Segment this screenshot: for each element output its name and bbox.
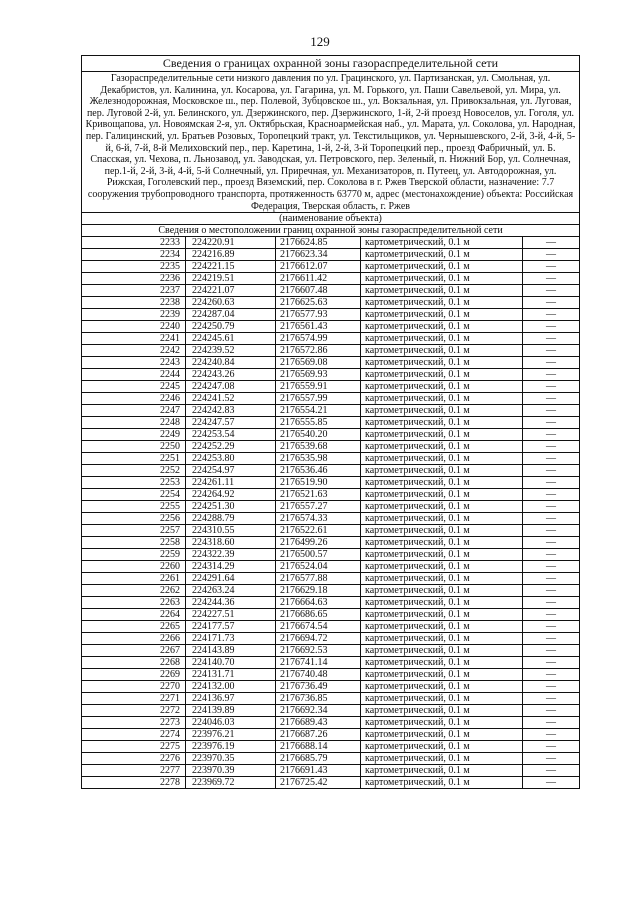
y-coordinate-cell: 2176522.61 [276,525,361,537]
description-cell: — [523,657,580,669]
y-coordinate-cell: 2176692.34 [276,705,361,717]
description-cell: — [523,273,580,285]
description-cell: — [523,333,580,345]
description-cell: — [523,681,580,693]
description-cell: — [523,477,580,489]
description-cell: — [523,525,580,537]
point-number-cell: 2251 [82,453,186,465]
y-coordinate-cell: 2176725.42 [276,777,361,789]
y-coordinate-cell: 2176561.43 [276,321,361,333]
y-coordinate-cell: 2176625.63 [276,297,361,309]
point-number-cell: 2235 [82,261,186,273]
point-number-cell: 2253 [82,477,186,489]
method-cell: картометрический, 0.1 м [361,513,523,525]
point-number-cell: 2256 [82,513,186,525]
table-row [82,729,580,741]
x-coordinate-cell: 224253.80 [186,453,276,465]
y-coordinate-cell: 2176629.18 [276,585,361,597]
x-coordinate-cell: 224221.15 [186,261,276,273]
x-coordinate-cell: 224131.71 [186,669,276,681]
description-cell: — [523,765,580,777]
x-coordinate-cell: 224288.79 [186,513,276,525]
y-coordinate-cell: 2176685.79 [276,753,361,765]
x-coordinate-cell: 224243.26 [186,369,276,381]
y-coordinate-cell: 2176736.49 [276,681,361,693]
point-number-cell: 2276 [82,753,186,765]
method-cell: картометрический, 0.1 м [361,717,523,729]
table-row [82,489,580,501]
method-cell: картометрический, 0.1 м [361,525,523,537]
y-coordinate-cell: 2176691.43 [276,765,361,777]
x-coordinate-cell: 224143.89 [186,645,276,657]
point-number-cell: 2272 [82,705,186,717]
method-cell: картометрический, 0.1 м [361,597,523,609]
description-cell: — [523,561,580,573]
y-coordinate-cell: 2176736.85 [276,693,361,705]
y-coordinate-cell: 2176741.14 [276,657,361,669]
point-number-cell: 2249 [82,429,186,441]
method-cell: картометрический, 0.1 м [361,465,523,477]
x-coordinate-cell: 224245.61 [186,333,276,345]
y-coordinate-cell: 2176521.63 [276,489,361,501]
method-cell: картометрический, 0.1 м [361,573,523,585]
table-row [82,525,580,537]
x-coordinate-cell: 224046.03 [186,717,276,729]
y-coordinate-cell: 2176536.46 [276,465,361,477]
point-number-cell: 2268 [82,657,186,669]
method-cell: картометрический, 0.1 м [361,777,523,789]
title-row [82,56,580,72]
description-cell: — [523,501,580,513]
table-row [82,393,580,405]
x-coordinate-cell: 224310.55 [186,525,276,537]
method-cell: картометрический, 0.1 м [361,297,523,309]
table-row [82,609,580,621]
method-cell: картометрический, 0.1 м [361,729,523,741]
x-coordinate-cell: 223969.72 [186,777,276,789]
point-number-cell: 2250 [82,441,186,453]
point-number-cell: 2241 [82,333,186,345]
description-cell: — [523,405,580,417]
description-cell: — [523,321,580,333]
table-row [82,585,580,597]
point-number-cell: 2263 [82,597,186,609]
method-cell: картометрический, 0.1 м [361,441,523,453]
table-row [82,633,580,645]
method-cell: картометрический, 0.1 м [361,357,523,369]
y-coordinate-cell: 2176664.63 [276,597,361,609]
x-coordinate-cell: 224291.64 [186,573,276,585]
point-number-cell: 2243 [82,357,186,369]
point-number-cell: 2247 [82,405,186,417]
method-cell: картометрический, 0.1 м [361,609,523,621]
section-header: Сведения о местоположении границ охранной зоны газораспределительной сети [82,225,580,237]
point-number-cell: 2239 [82,309,186,321]
description-cell: — [523,261,580,273]
table-row [82,249,580,261]
description-cell: — [523,741,580,753]
table-row [82,273,580,285]
point-number-cell: 2237 [82,285,186,297]
x-coordinate-cell: 224140.70 [186,657,276,669]
point-number-cell: 2275 [82,741,186,753]
point-number-cell: 2266 [82,633,186,645]
table-row [82,669,580,681]
description-cell: — [523,585,580,597]
point-number-cell: 2258 [82,537,186,549]
table-row [82,261,580,273]
x-coordinate-cell: 224252.29 [186,441,276,453]
x-coordinate-cell: 224177.57 [186,621,276,633]
x-coordinate-cell: 224139.89 [186,705,276,717]
object-description: Газораспределительные сети низкого давления по ул. Грацинского, ул. Партизанская, ул. Смольная, ул. Декабристов, ул. Калинина, ул. Косарова, ул. Гагарина, ул. М. Горького, ул. Паши Савельевой, ул. Мира, ул. Железнодорожная, Московское ш., пер. Полевой, Зубцовское ш., ул. Вокзальная, ул. Привокзальная, ул. Луговая, пер. Луговой 2-й, ул. Белинского, ул. Дзержинского, пер. Дзержинского, 1-й, 2-й проезд Новоселов, ул. Гоголя, ул. Кривощапова, ул. Новоямская 2-я, ул. Октябрьская, Красноармейская наб., ул. Марата, ул. Соколова, ул. Народная, пер. Галицинский, ул. Братьев Розовых, Торопецкий тракт, ул. Текстильщиков, ул. Чернышевского, 2-й, 3-й, 4-й, 5-й, 6-й, 7-й, 8-й Мелиховский пер., пер. Каретина, 1-й, 2-й, 3-й Торопецкий пер., проезд Фабричный, ул. Б. Спасская, ул. Чехова, п. Льнозавод, ул. Заводская, ул. Петровского, пер. Зеленый, п. Нижний Бор, ул. Солнечная, пер.1-й, 2-й, 3-й, 4-й, 5-й Солнечный, ул. Приречная, ул. Механизаторов, п. Путеец, ул. Автодорожная, ул. Рижская, Гоголевский пер., проезд Вяземский, пер. Соколова в г. Ржев Тверской области, назначение: 7.7 сооружения трубопроводного транспорта, протяженность 63770 м, адрес (местонахождение) объекта: Российская Федерация, Тверская область, г. Ржев [82,72,580,213]
x-coordinate-cell: 224216.89 [186,249,276,261]
method-cell: картометрический, 0.1 м [361,309,523,321]
x-coordinate-cell: 224322.39 [186,549,276,561]
point-number-cell: 2262 [82,585,186,597]
section-header-row [82,225,580,237]
description-cell: — [523,633,580,645]
table-row [82,537,580,549]
table-row [82,741,580,753]
description-cell: — [523,549,580,561]
y-coordinate-cell: 2176569.93 [276,369,361,381]
document-title: Сведения о границах охранной зоны газораспределительной сети [82,56,580,72]
x-coordinate-cell: 224171.73 [186,633,276,645]
table-row [82,657,580,669]
table-row [82,765,580,777]
y-coordinate-cell: 2176574.99 [276,333,361,345]
method-cell: картометрический, 0.1 м [361,273,523,285]
y-coordinate-cell: 2176624.85 [276,237,361,249]
method-cell: картометрический, 0.1 м [361,657,523,669]
table-row [82,477,580,489]
description-cell: — [523,357,580,369]
y-coordinate-cell: 2176519.90 [276,477,361,489]
x-coordinate-cell: 224254.97 [186,465,276,477]
x-coordinate-cell: 223976.21 [186,729,276,741]
y-coordinate-cell: 2176500.57 [276,549,361,561]
description-cell: — [523,717,580,729]
method-cell: картометрический, 0.1 м [361,453,523,465]
point-number-cell: 2274 [82,729,186,741]
method-cell: картометрический, 0.1 м [361,333,523,345]
y-coordinate-cell: 2176607.48 [276,285,361,297]
x-coordinate-cell: 224244.36 [186,597,276,609]
point-number-cell: 2233 [82,237,186,249]
description-cell: — [523,309,580,321]
method-cell: картометрический, 0.1 м [361,693,523,705]
y-coordinate-cell: 2176692.53 [276,645,361,657]
table-row [82,441,580,453]
description-cell: — [523,393,580,405]
method-cell: картометрический, 0.1 м [361,489,523,501]
x-coordinate-cell: 224240.84 [186,357,276,369]
method-cell: картометрический, 0.1 м [361,393,523,405]
description-cell: — [523,777,580,789]
description-cell: — [523,237,580,249]
table-row [82,381,580,393]
x-coordinate-cell: 224314.29 [186,561,276,573]
x-coordinate-cell: 224221.07 [186,285,276,297]
y-coordinate-cell: 2176686.65 [276,609,361,621]
description-cell: — [523,465,580,477]
x-coordinate-cell: 224227.51 [186,609,276,621]
method-cell: картометрический, 0.1 м [361,477,523,489]
x-coordinate-cell: 223976.19 [186,741,276,753]
description-cell: — [523,537,580,549]
point-number-cell: 2273 [82,717,186,729]
description-cell: — [523,693,580,705]
description-cell: — [523,429,580,441]
y-coordinate-cell: 2176499.26 [276,537,361,549]
method-cell: картометрический, 0.1 м [361,501,523,513]
y-coordinate-cell: 2176572.86 [276,345,361,357]
point-number-cell: 2238 [82,297,186,309]
table-row [82,333,580,345]
point-number-cell: 2260 [82,561,186,573]
table-row [82,465,580,477]
method-cell: картометрический, 0.1 м [361,345,523,357]
x-coordinate-cell: 224132.00 [186,681,276,693]
table-row [82,645,580,657]
x-coordinate-cell: 224247.08 [186,381,276,393]
x-coordinate-cell: 224250.79 [186,321,276,333]
table-row [82,501,580,513]
point-number-cell: 2245 [82,381,186,393]
description-cell: — [523,729,580,741]
table-row [82,345,580,357]
method-cell: картометрический, 0.1 м [361,321,523,333]
table-row [82,417,580,429]
x-coordinate-cell: 224239.52 [186,345,276,357]
method-cell: картометрический, 0.1 м [361,633,523,645]
point-number-cell: 2254 [82,489,186,501]
method-cell: картометрический, 0.1 м [361,765,523,777]
description-cell: — [523,669,580,681]
x-coordinate-cell: 224242.83 [186,405,276,417]
y-coordinate-cell: 2176557.27 [276,501,361,513]
table-row [82,549,580,561]
method-cell: картометрический, 0.1 м [361,237,523,249]
object-caption: (наименование объекта) [82,213,580,225]
point-number-cell: 2242 [82,345,186,357]
method-cell: картометрический, 0.1 м [361,381,523,393]
table-row [82,357,580,369]
table-row [82,297,580,309]
y-coordinate-cell: 2176687.26 [276,729,361,741]
table-row [82,237,580,249]
table-row [82,573,580,585]
method-cell: картометрический, 0.1 м [361,705,523,717]
x-coordinate-cell: 224251.30 [186,501,276,513]
x-coordinate-cell: 224253.54 [186,429,276,441]
page-number: 129 [310,34,330,49]
description-cell: — [523,381,580,393]
table-row [82,693,580,705]
description-cell: — [523,345,580,357]
point-number-cell: 2234 [82,249,186,261]
x-coordinate-cell: 224260.63 [186,297,276,309]
method-cell: картометрический, 0.1 м [361,561,523,573]
description-cell: — [523,597,580,609]
description-cell: — [523,417,580,429]
x-coordinate-cell: 224241.52 [186,393,276,405]
y-coordinate-cell: 2176623.34 [276,249,361,261]
y-coordinate-cell: 2176539.68 [276,441,361,453]
method-cell: картометрический, 0.1 м [361,249,523,261]
point-number-cell: 2240 [82,321,186,333]
description-cell: — [523,453,580,465]
point-number-cell: 2246 [82,393,186,405]
method-cell: картометрический, 0.1 м [361,285,523,297]
table-row [82,309,580,321]
y-coordinate-cell: 2176688.14 [276,741,361,753]
x-coordinate-cell: 224264.92 [186,489,276,501]
table-row [82,453,580,465]
method-cell: картометрический, 0.1 м [361,549,523,561]
x-coordinate-cell: 224247.57 [186,417,276,429]
table-row [82,561,580,573]
method-cell: картометрический, 0.1 м [361,429,523,441]
x-coordinate-cell: 223970.39 [186,765,276,777]
point-number-cell: 2277 [82,765,186,777]
description-cell: — [523,489,580,501]
description-cell: — [523,249,580,261]
method-cell: картометрический, 0.1 м [361,753,523,765]
point-number-cell: 2265 [82,621,186,633]
table-row [82,513,580,525]
y-coordinate-cell: 2176559.91 [276,381,361,393]
y-coordinate-cell: 2176689.43 [276,717,361,729]
point-number-cell: 2259 [82,549,186,561]
method-cell: картометрический, 0.1 м [361,537,523,549]
point-number-cell: 2252 [82,465,186,477]
x-coordinate-cell: 224220.91 [186,237,276,249]
table-row [82,717,580,729]
table-row [82,321,580,333]
description-cell: — [523,705,580,717]
description-cell: — [523,369,580,381]
point-number-cell: 2264 [82,609,186,621]
point-number-cell: 2244 [82,369,186,381]
point-number-cell: 2278 [82,777,186,789]
boundary-table [81,55,580,789]
x-coordinate-cell: 224287.04 [186,309,276,321]
y-coordinate-cell: 2176535.98 [276,453,361,465]
description-cell: — [523,573,580,585]
table-row [82,753,580,765]
method-cell: картометрический, 0.1 м [361,621,523,633]
y-coordinate-cell: 2176524.04 [276,561,361,573]
y-coordinate-cell: 2176612.07 [276,261,361,273]
y-coordinate-cell: 2176577.93 [276,309,361,321]
y-coordinate-cell: 2176694.72 [276,633,361,645]
point-number-cell: 2270 [82,681,186,693]
table-row [82,705,580,717]
table-row [82,429,580,441]
point-number-cell: 2269 [82,669,186,681]
table-row [82,369,580,381]
method-cell: картометрический, 0.1 м [361,369,523,381]
y-coordinate-cell: 2176555.85 [276,417,361,429]
table-row [82,285,580,297]
point-number-cell: 2236 [82,273,186,285]
caption-row [82,213,580,225]
description-cell: — [523,441,580,453]
point-number-cell: 2267 [82,645,186,657]
y-coordinate-cell: 2176540.20 [276,429,361,441]
x-coordinate-cell: 224263.24 [186,585,276,597]
table-row [82,597,580,609]
x-coordinate-cell: 224136.97 [186,693,276,705]
description-cell: — [523,285,580,297]
method-cell: картометрический, 0.1 м [361,585,523,597]
x-coordinate-cell: 223970.35 [186,753,276,765]
point-number-cell: 2271 [82,693,186,705]
description-row [82,72,580,213]
y-coordinate-cell: 2176569.08 [276,357,361,369]
table-row [82,777,580,789]
method-cell: картометрический, 0.1 м [361,741,523,753]
point-number-cell: 2255 [82,501,186,513]
table-row [82,405,580,417]
method-cell: картометрический, 0.1 м [361,417,523,429]
point-number-cell: 2257 [82,525,186,537]
method-cell: картометрический, 0.1 м [361,681,523,693]
y-coordinate-cell: 2176611.42 [276,273,361,285]
description-cell: — [523,609,580,621]
table-row [82,681,580,693]
description-cell: — [523,645,580,657]
description-cell: — [523,513,580,525]
y-coordinate-cell: 2176574.33 [276,513,361,525]
method-cell: картометрический, 0.1 м [361,645,523,657]
point-number-cell: 2261 [82,573,186,585]
y-coordinate-cell: 2176557.99 [276,393,361,405]
boundary-sheet [81,55,579,789]
y-coordinate-cell: 2176674.54 [276,621,361,633]
method-cell: картометрический, 0.1 м [361,261,523,273]
description-cell: — [523,297,580,309]
point-number-cell: 2248 [82,417,186,429]
x-coordinate-cell: 224219.51 [186,273,276,285]
method-cell: картометрический, 0.1 м [361,669,523,681]
method-cell: картометрический, 0.1 м [361,405,523,417]
y-coordinate-cell: 2176740.48 [276,669,361,681]
y-coordinate-cell: 2176554.21 [276,405,361,417]
y-coordinate-cell: 2176577.88 [276,573,361,585]
table-row [82,621,580,633]
x-coordinate-cell: 224318.60 [186,537,276,549]
description-cell: — [523,753,580,765]
description-cell: — [523,621,580,633]
x-coordinate-cell: 224261.11 [186,477,276,489]
